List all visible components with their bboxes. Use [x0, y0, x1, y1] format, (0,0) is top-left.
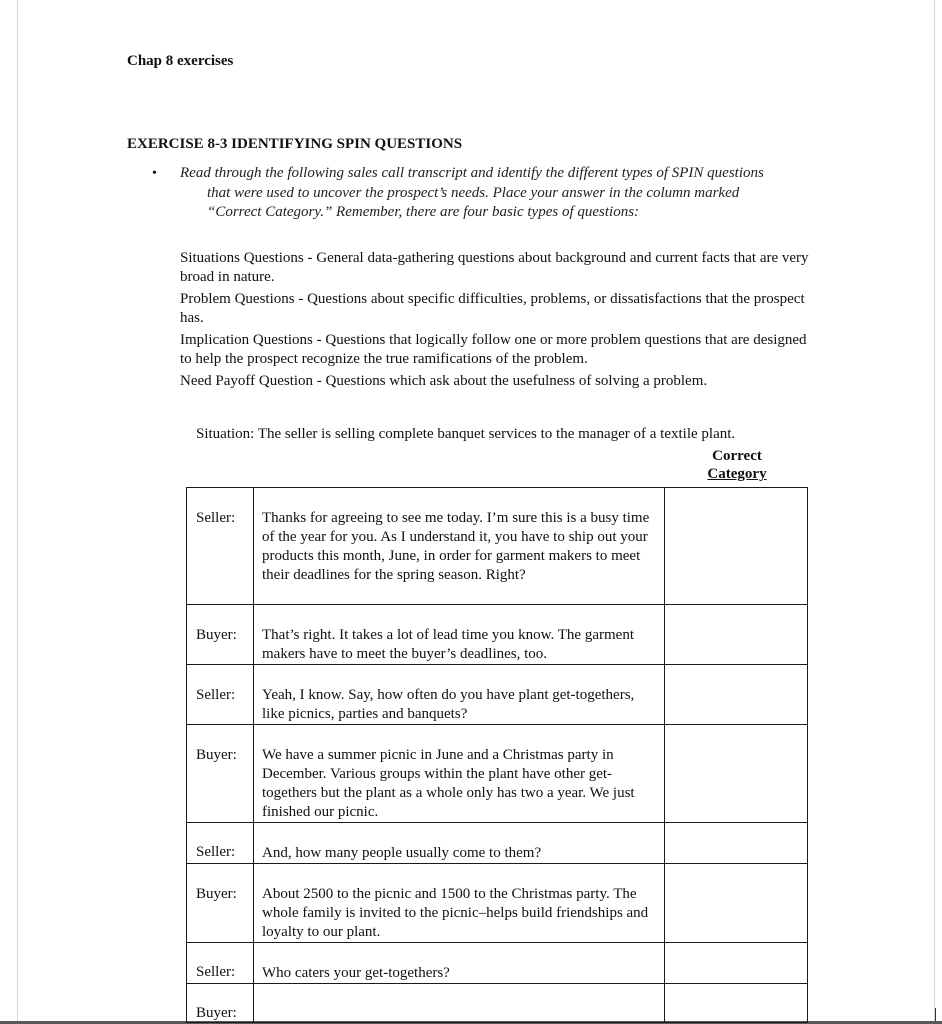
table-row: [187, 943, 808, 984]
speaker-cell: Buyer:: [187, 605, 254, 665]
dialog-text-cell: That’s right. It takes a lot of lead time you know. The garment makers have to meet the buyer’s deadlines, too.: [254, 605, 665, 665]
dialog-text-cell: About 2500 to the picnic and 1500 to the Christmas party. The whole family is invited to the picnic–helps build friendships and loyalty to our plant.: [254, 864, 665, 943]
table-row: [187, 984, 808, 1023]
speaker-cell: Buyer:: [187, 864, 254, 943]
correct-category-header: [696, 447, 778, 483]
instructions-line-2: that were used to uncover the prospect’s needs. Place your answer in the column marked: [207, 184, 740, 201]
speaker-cell: Seller:: [187, 943, 254, 984]
category-answer-cell[interactable]: [665, 943, 808, 984]
page-right-edge: [934, 0, 935, 1022]
definition-need-payoff: Need Payoff Question - Questions which ask about the usefulness of solving a problem.: [180, 373, 708, 389]
text-cursor-mark: [935, 1008, 936, 1021]
category-answer-cell[interactable]: [665, 864, 808, 943]
definition-implication: Implication Questions - Questions that logically follow one or more problem questions that are designed to help the prospect recognize the true ramifications of the problem.: [180, 332, 807, 367]
speaker-cell: Buyer:: [187, 984, 254, 1023]
table-row: [187, 864, 808, 943]
dialog-text-cell: Who caters your get-togethers?: [254, 943, 665, 984]
definition-problem: Problem Questions - Questions about specific difficulties, problems, or dissatisfactions that the prospect has.: [180, 291, 805, 326]
category-answer-cell[interactable]: [665, 665, 808, 725]
exercise-title: EXERCISE 8-3 IDENTIFYING SPIN QUESTIONS: [127, 136, 463, 152]
definition-situation: Situations Questions - General data-gathering questions about background and current facts that are very broad in nature.: [180, 250, 809, 285]
instructions-line-1: Read through the following sales call transcript and identify the different types of SPIN questions: [180, 165, 764, 181]
speaker-cell: Seller:: [187, 823, 254, 864]
category-header-line-1: Correct: [712, 448, 762, 464]
speaker-cell: Buyer:: [187, 725, 254, 823]
category-header-line-2: Category: [707, 466, 767, 482]
dialog-table: [186, 487, 808, 1023]
bullet-icon: •: [152, 166, 157, 181]
chapter-heading: Chap 8 exercises: [127, 53, 234, 69]
category-answer-cell[interactable]: [665, 488, 808, 605]
table-row: [187, 488, 808, 605]
dialog-text-cell: Yeah, I know. Say, how often do you have plant get-togethers, like picnics, parties and banquets?: [254, 665, 665, 725]
question-type-definitions: [180, 249, 820, 394]
dialog-text-cell: [254, 984, 665, 1023]
table-row: [187, 665, 808, 725]
speaker-cell: Seller:: [187, 488, 254, 605]
category-answer-cell[interactable]: [665, 605, 808, 665]
table-row: [187, 725, 808, 823]
category-answer-cell[interactable]: [665, 823, 808, 864]
category-answer-cell[interactable]: [665, 984, 808, 1023]
page-left-edge: [17, 0, 18, 1022]
dialog-text-cell: We have a summer picnic in June and a Christmas party in December. Various groups within the plant have other get-togethers but the plant as a whole only has two a year. We just finished our picnic.: [254, 725, 665, 823]
instructions: [180, 164, 830, 223]
speaker-cell: Seller:: [187, 665, 254, 725]
category-answer-cell[interactable]: [665, 725, 808, 823]
table-row: [187, 605, 808, 665]
instructions-line-3: “Correct Category.” Remember, there are four basic types of questions:: [207, 204, 640, 220]
dialog-text-cell: And, how many people usually come to them?: [254, 823, 665, 864]
dialog-text-cell: Thanks for agreeing to see me today. I’m sure this is a busy time of the year for you. As I understand it, you have to ship out your products this month, June, in order for garment makers to meet their deadlines for the spring season. Right?: [254, 488, 665, 605]
situation-statement: Situation: The seller is selling complete banquet services to the manager of a textile plant.: [196, 426, 736, 442]
table-row: [187, 823, 808, 864]
